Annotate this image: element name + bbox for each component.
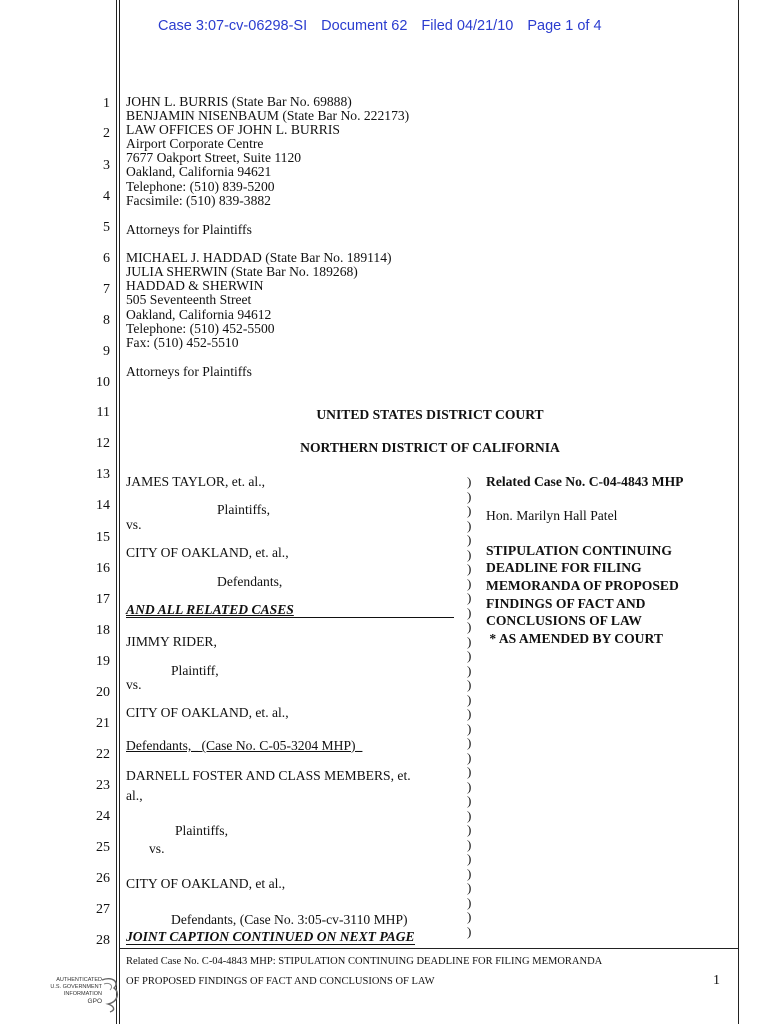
counsel-line: JULIA SHERWIN (State Bar No. 189268) <box>126 264 358 279</box>
party-role: Plaintiffs, <box>217 502 270 517</box>
counsel-line: Airport Corporate Centre <box>126 136 264 151</box>
caption-paren: ) <box>467 706 472 721</box>
margin-line-right <box>738 0 739 1024</box>
counsel-line: BENJAMIN NISENBAUM (State Bar No. 222173) <box>126 108 410 123</box>
caption-paren: ) <box>467 575 472 591</box>
related-cases-label: AND ALL RELATED CASES <box>126 603 454 618</box>
counsel-line: Oakland, California 94621 <box>126 164 272 179</box>
caption-paren: ) <box>467 749 472 765</box>
attorneys-for-label-2: Attorneys for Plaintiffs <box>126 364 252 379</box>
versus: vs. <box>126 677 142 692</box>
counsel-line: Oakland, California 94612 <box>126 307 272 322</box>
margin-line-left-outer <box>116 0 117 1024</box>
counsel-line: Fax: (510) 452-5510 <box>126 335 239 350</box>
line-number: 15 <box>96 530 110 545</box>
defendants-case-line: Defendants,_ (Case No. C-05-3204 MHP)_ <box>126 738 363 753</box>
line-number: 22 <box>96 747 110 762</box>
footer-line-1: Related Case No. C-04-4843 MHP: STIPULATION CONTINUING DEADLINE FOR FILING MEMORANDA <box>126 956 603 967</box>
counsel-line: HADDAD & SHERWIN <box>126 278 264 293</box>
caption-paren: ) <box>467 909 472 924</box>
party-role: Plaintiffs, <box>175 823 228 838</box>
caption-paren: ) <box>467 561 472 576</box>
document-title-line: CONCLUSIONS OF LAW <box>486 613 642 628</box>
caption-paren: ) <box>467 648 472 663</box>
document-title-line: FINDINGS OF FACT AND <box>486 596 646 611</box>
versus: vs. <box>126 517 142 532</box>
line-number: 8 <box>103 313 110 328</box>
plaintiff-name: JIMMY RIDER, <box>126 634 217 649</box>
court-district: NORTHERN DISTRICT OF CALIFORNIA <box>300 440 560 455</box>
caption-paren: ) <box>467 793 472 808</box>
related-case-number: Related Case No. C-04-4843 MHP <box>486 474 684 489</box>
caption-paren: ) <box>467 880 472 895</box>
caption-paren: ) <box>467 474 472 489</box>
line-number: 3 <box>103 158 110 173</box>
line-number: 2 <box>103 126 110 141</box>
versus: vs. <box>149 841 165 856</box>
line-number: 1 <box>103 96 110 111</box>
counsel-line: 505 Seventeenth Street <box>126 292 252 307</box>
caption-paren: ) <box>467 894 472 910</box>
court-name: UNITED STATES DISTRICT COURT <box>316 407 544 422</box>
caption-paren: ) <box>467 517 472 533</box>
line-number: 17 <box>96 592 110 607</box>
document-title-line: DEADLINE FOR FILING <box>486 560 642 575</box>
caption-paren: ) <box>467 851 472 866</box>
counsel-line: Telephone: (510) 452-5500 <box>126 321 275 336</box>
caption-paren: ) <box>467 503 472 518</box>
line-number: 16 <box>96 561 110 576</box>
defendant-name: CITY OF OAKLAND, et. al., <box>126 545 289 560</box>
line-number: 13 <box>96 467 110 482</box>
gpo-text: INFORMATION <box>63 991 102 997</box>
line-number: 4 <box>103 189 110 204</box>
line-number: 6 <box>103 251 110 266</box>
caption-continued: JOINT CAPTION CONTINUED ON NEXT PAGE <box>126 929 415 944</box>
footer-rule <box>120 948 738 949</box>
caption-paren: ) <box>467 488 472 504</box>
line-number: 28 <box>96 933 110 948</box>
line-number: 14 <box>96 498 110 513</box>
party-role: Plaintiff, <box>171 663 219 678</box>
document-number: Document 62 <box>321 18 408 34</box>
caption-paren: ) <box>467 778 472 794</box>
line-number: 21 <box>96 716 110 731</box>
caption-paren: ) <box>467 532 472 547</box>
line-number: 27 <box>96 902 110 917</box>
counsel-line: JOHN L. BURRIS (State Bar No. 69888) <box>126 94 352 109</box>
counsel-line: 7677 Oakport Street, Suite 1120 <box>126 150 302 165</box>
line-number: 10 <box>96 375 110 390</box>
plaintiff-name: DARNELL FOSTER AND CLASS MEMBERS, et. <box>126 768 411 783</box>
case-number: Case 3:07-cv-06298-SI <box>158 18 308 34</box>
line-number: 19 <box>96 654 110 669</box>
caption-paren: ) <box>467 691 472 707</box>
caption-paren: ) <box>467 590 472 605</box>
gpo-caption <box>44 977 102 1005</box>
line-number: 23 <box>96 778 110 793</box>
page-number: 1 <box>713 973 720 988</box>
caption-paren: ) <box>467 807 472 823</box>
caption-paren: ) <box>467 720 472 736</box>
counsel-line: Facsimile: (510) 839-3882 <box>126 193 271 208</box>
caption-paren: ) <box>467 677 472 692</box>
caption-paren: ) <box>467 619 472 634</box>
gpo-text: U.S. GOVERNMENT <box>50 984 102 990</box>
caption-paren: ) <box>467 923 472 939</box>
line-number: 25 <box>96 840 110 855</box>
caption-paren: ) <box>467 865 472 881</box>
attorneys-for-label-1: Attorneys for Plaintiffs <box>126 222 252 237</box>
caption-paren: ) <box>467 633 472 649</box>
caption-paren: ) <box>467 764 472 779</box>
line-number: 12 <box>96 436 110 451</box>
caption-paren: ) <box>467 662 472 678</box>
caption-paren: ) <box>467 822 472 837</box>
gpo-text: AUTHENTICATED <box>56 977 102 983</box>
judge-name: Hon. Marilyn Hall Patel <box>486 508 618 523</box>
line-number: 20 <box>96 685 110 700</box>
defendant-name: CITY OF OAKLAND, et al., <box>126 876 286 891</box>
gpo-text: GPO <box>87 998 102 1005</box>
counsel-line: Telephone: (510) 839-5200 <box>126 179 275 194</box>
caption-paren: ) <box>467 735 472 750</box>
counsel-line: MICHAEL J. HADDAD (State Bar No. 189114) <box>126 250 392 265</box>
line-number: 18 <box>96 623 110 638</box>
caption-paren: ) <box>467 604 472 620</box>
caption-paren: ) <box>467 546 472 562</box>
line-number: 7 <box>103 282 110 297</box>
gpo-authenticated-logo <box>44 974 120 1016</box>
document-title-line: STIPULATION CONTINUING <box>486 543 672 558</box>
line-number: 26 <box>96 871 110 886</box>
line-number: 9 <box>103 344 110 359</box>
party-role: Defendants, <box>217 574 283 589</box>
eagle-seal-icon <box>100 974 122 1014</box>
line-number: 11 <box>96 405 110 420</box>
filed-date: Filed 04/21/10 <box>421 18 514 34</box>
plaintiff-name-cont: al., <box>126 788 143 803</box>
defendant-name: CITY OF OAKLAND, et. al., <box>126 705 289 720</box>
footer-line-2: OF PROPOSED FINDINGS OF FACT AND CONCLUSIONS OF LAW <box>126 976 435 987</box>
plaintiff-name: JAMES TAYLOR, et. al., <box>126 474 266 489</box>
counsel-line: LAW OFFICES OF JOHN L. BURRIS <box>126 122 340 137</box>
filing-header-stamp <box>158 18 612 34</box>
line-number: 24 <box>96 809 110 824</box>
defendants-case-line: Defendants, (Case No. 3:05-cv-3110 MHP) <box>171 912 408 927</box>
caption-paren: ) <box>467 836 472 852</box>
document-title-line: MEMORANDA OF PROPOSED <box>486 578 679 593</box>
margin-line-left-inner <box>119 0 120 1024</box>
page-indicator: Page 1 of 4 <box>527 18 602 34</box>
line-number: 5 <box>103 220 110 235</box>
document-title-line: * AS AMENDED BY COURT <box>486 631 663 646</box>
